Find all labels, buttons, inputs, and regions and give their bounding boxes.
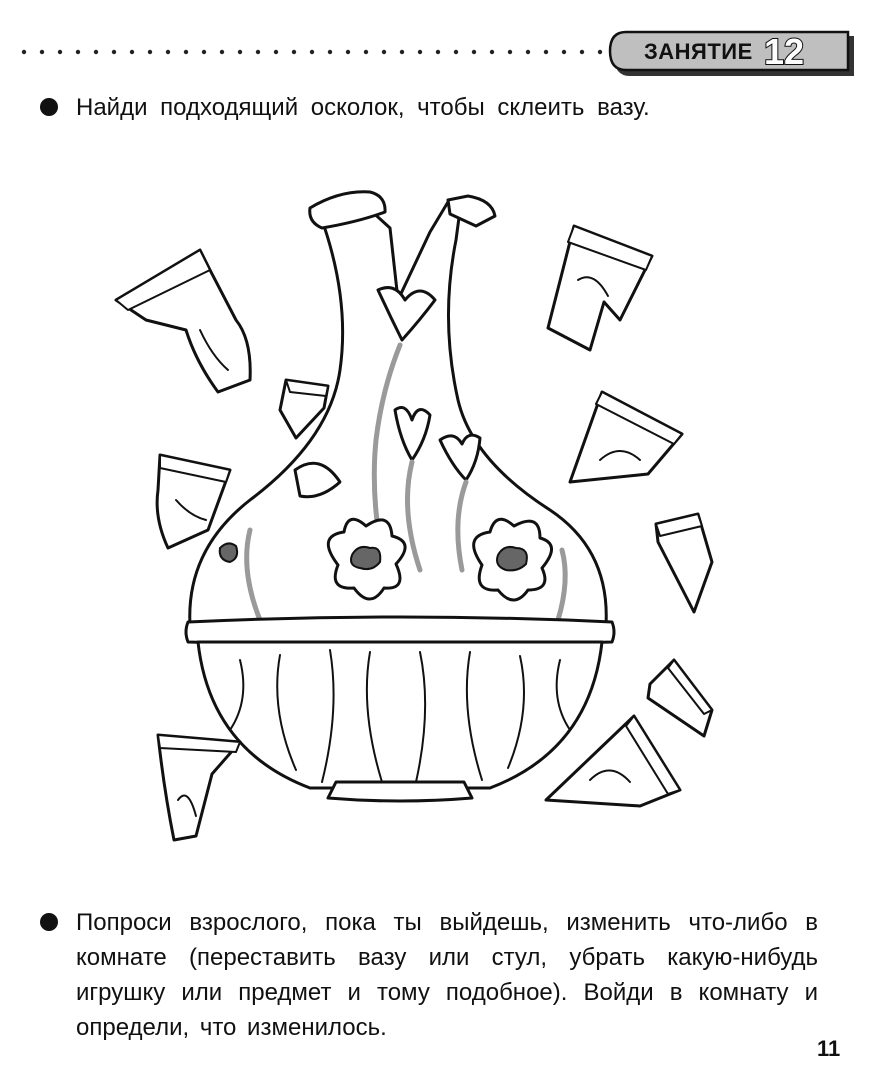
lesson-badge [608, 30, 860, 78]
task-instruction-2 [40, 905, 818, 1045]
task-2-text: Попроси взрослого, пока ты выйдешь, изменить что-либо в комнате (переставить вазу или стул, убрать какую-нибудь игрушку или предмет и тому подобное). Войди в комнату и определи, что изменилось. [76, 909, 818, 1041]
task-instruction-1 [40, 90, 820, 125]
page-number: 11 [817, 1036, 841, 1061]
vase [186, 192, 614, 801]
bullet-icon [40, 913, 58, 931]
broken-vase-illustration [100, 170, 740, 870]
lesson-number: 12 [764, 31, 805, 72]
header-dotted-rule [18, 44, 618, 60]
lesson-label: ЗАНЯТИЕ [644, 39, 753, 64]
bullet-icon [40, 98, 58, 116]
task-1-text: Найди подходящий осколок, чтобы склеить вазу. [76, 94, 650, 121]
